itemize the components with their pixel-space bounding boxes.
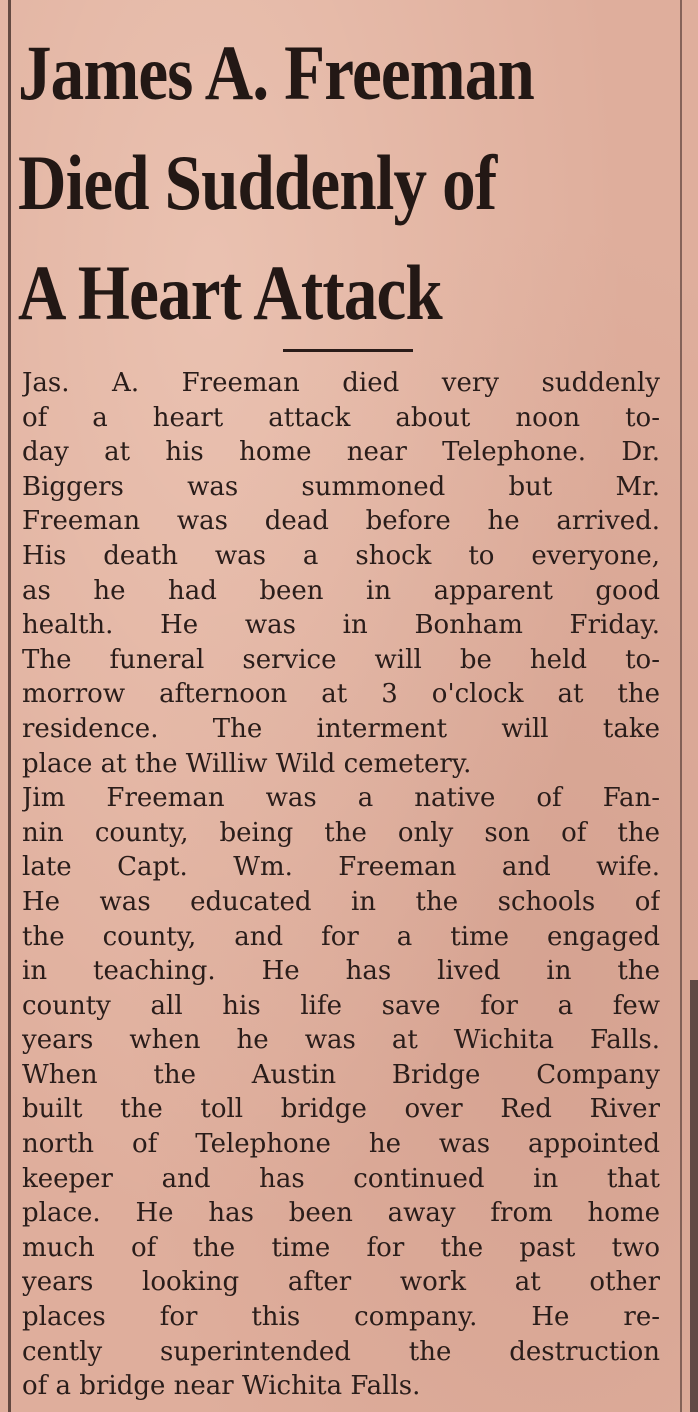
article-line: Biggers was summoned but Mr.	[22, 471, 660, 502]
article-line: as he had been in apparent good	[22, 575, 660, 606]
article-line: He was educated in the schools of	[22, 886, 660, 917]
article-line: of a bridge near Wichita Falls.	[22, 1371, 421, 1402]
article-line: keeper and has continued in that	[22, 1163, 660, 1194]
article-body	[22, 366, 660, 1404]
headline-line: James A. Freeman	[18, 29, 534, 116]
headline-line: A Heart Attack	[18, 249, 442, 336]
article-line: Jas. A. Freeman died very suddenly	[22, 368, 660, 398]
column-rule-left	[8, 0, 11, 1412]
article-line: His death was a shock to everyone,	[22, 540, 660, 571]
article-line: health. He was in Bonham Friday.	[22, 610, 660, 641]
article-line: cently superintended the destruction	[22, 1336, 660, 1367]
article-line: years when he was at Wichita Falls.	[22, 1025, 660, 1056]
article-line: Jim Freeman was a native of Fan-	[22, 783, 660, 814]
article-line: in teaching. He has lived in the	[22, 956, 660, 987]
article-line: When the Austin Bridge Company	[22, 1059, 660, 1090]
article-line: places for this company. He re-	[22, 1302, 660, 1333]
headline-divider	[283, 349, 413, 352]
article-line: nin county, being the only son of the	[22, 817, 660, 848]
article-line: place. He has been away from home	[22, 1198, 660, 1229]
article-line: county all his life save for a few	[22, 990, 660, 1021]
article-line: The funeral service will be held to-	[22, 644, 660, 675]
article-line: built the toll bridge over Red River	[22, 1094, 660, 1125]
article-line: Freeman was dead before he arrived.	[22, 506, 660, 537]
article-line: place at the Williw Wild cemetery.	[22, 748, 472, 779]
article-line: of a heart attack about noon to-	[22, 402, 660, 433]
article-line: years looking after work at other	[22, 1267, 660, 1298]
article-line: day at his home near Telephone. Dr.	[22, 437, 660, 468]
article-line: residence. The interment will take	[22, 713, 660, 744]
article-line: morrow afternoon at 3 o'clock at the	[22, 679, 660, 710]
headline-line: Died Suddenly of	[18, 139, 497, 226]
adjacent-column-edge	[690, 980, 698, 1412]
headline	[18, 18, 577, 348]
article-line: the county, and for a time engaged	[22, 921, 660, 952]
column-rule-right	[680, 0, 682, 1412]
article-line: late Capt. Wm. Freeman and wife.	[22, 852, 660, 883]
article-line: much of the time for the past two	[22, 1232, 660, 1263]
article-line: north of Telephone he was appointed	[22, 1129, 660, 1160]
